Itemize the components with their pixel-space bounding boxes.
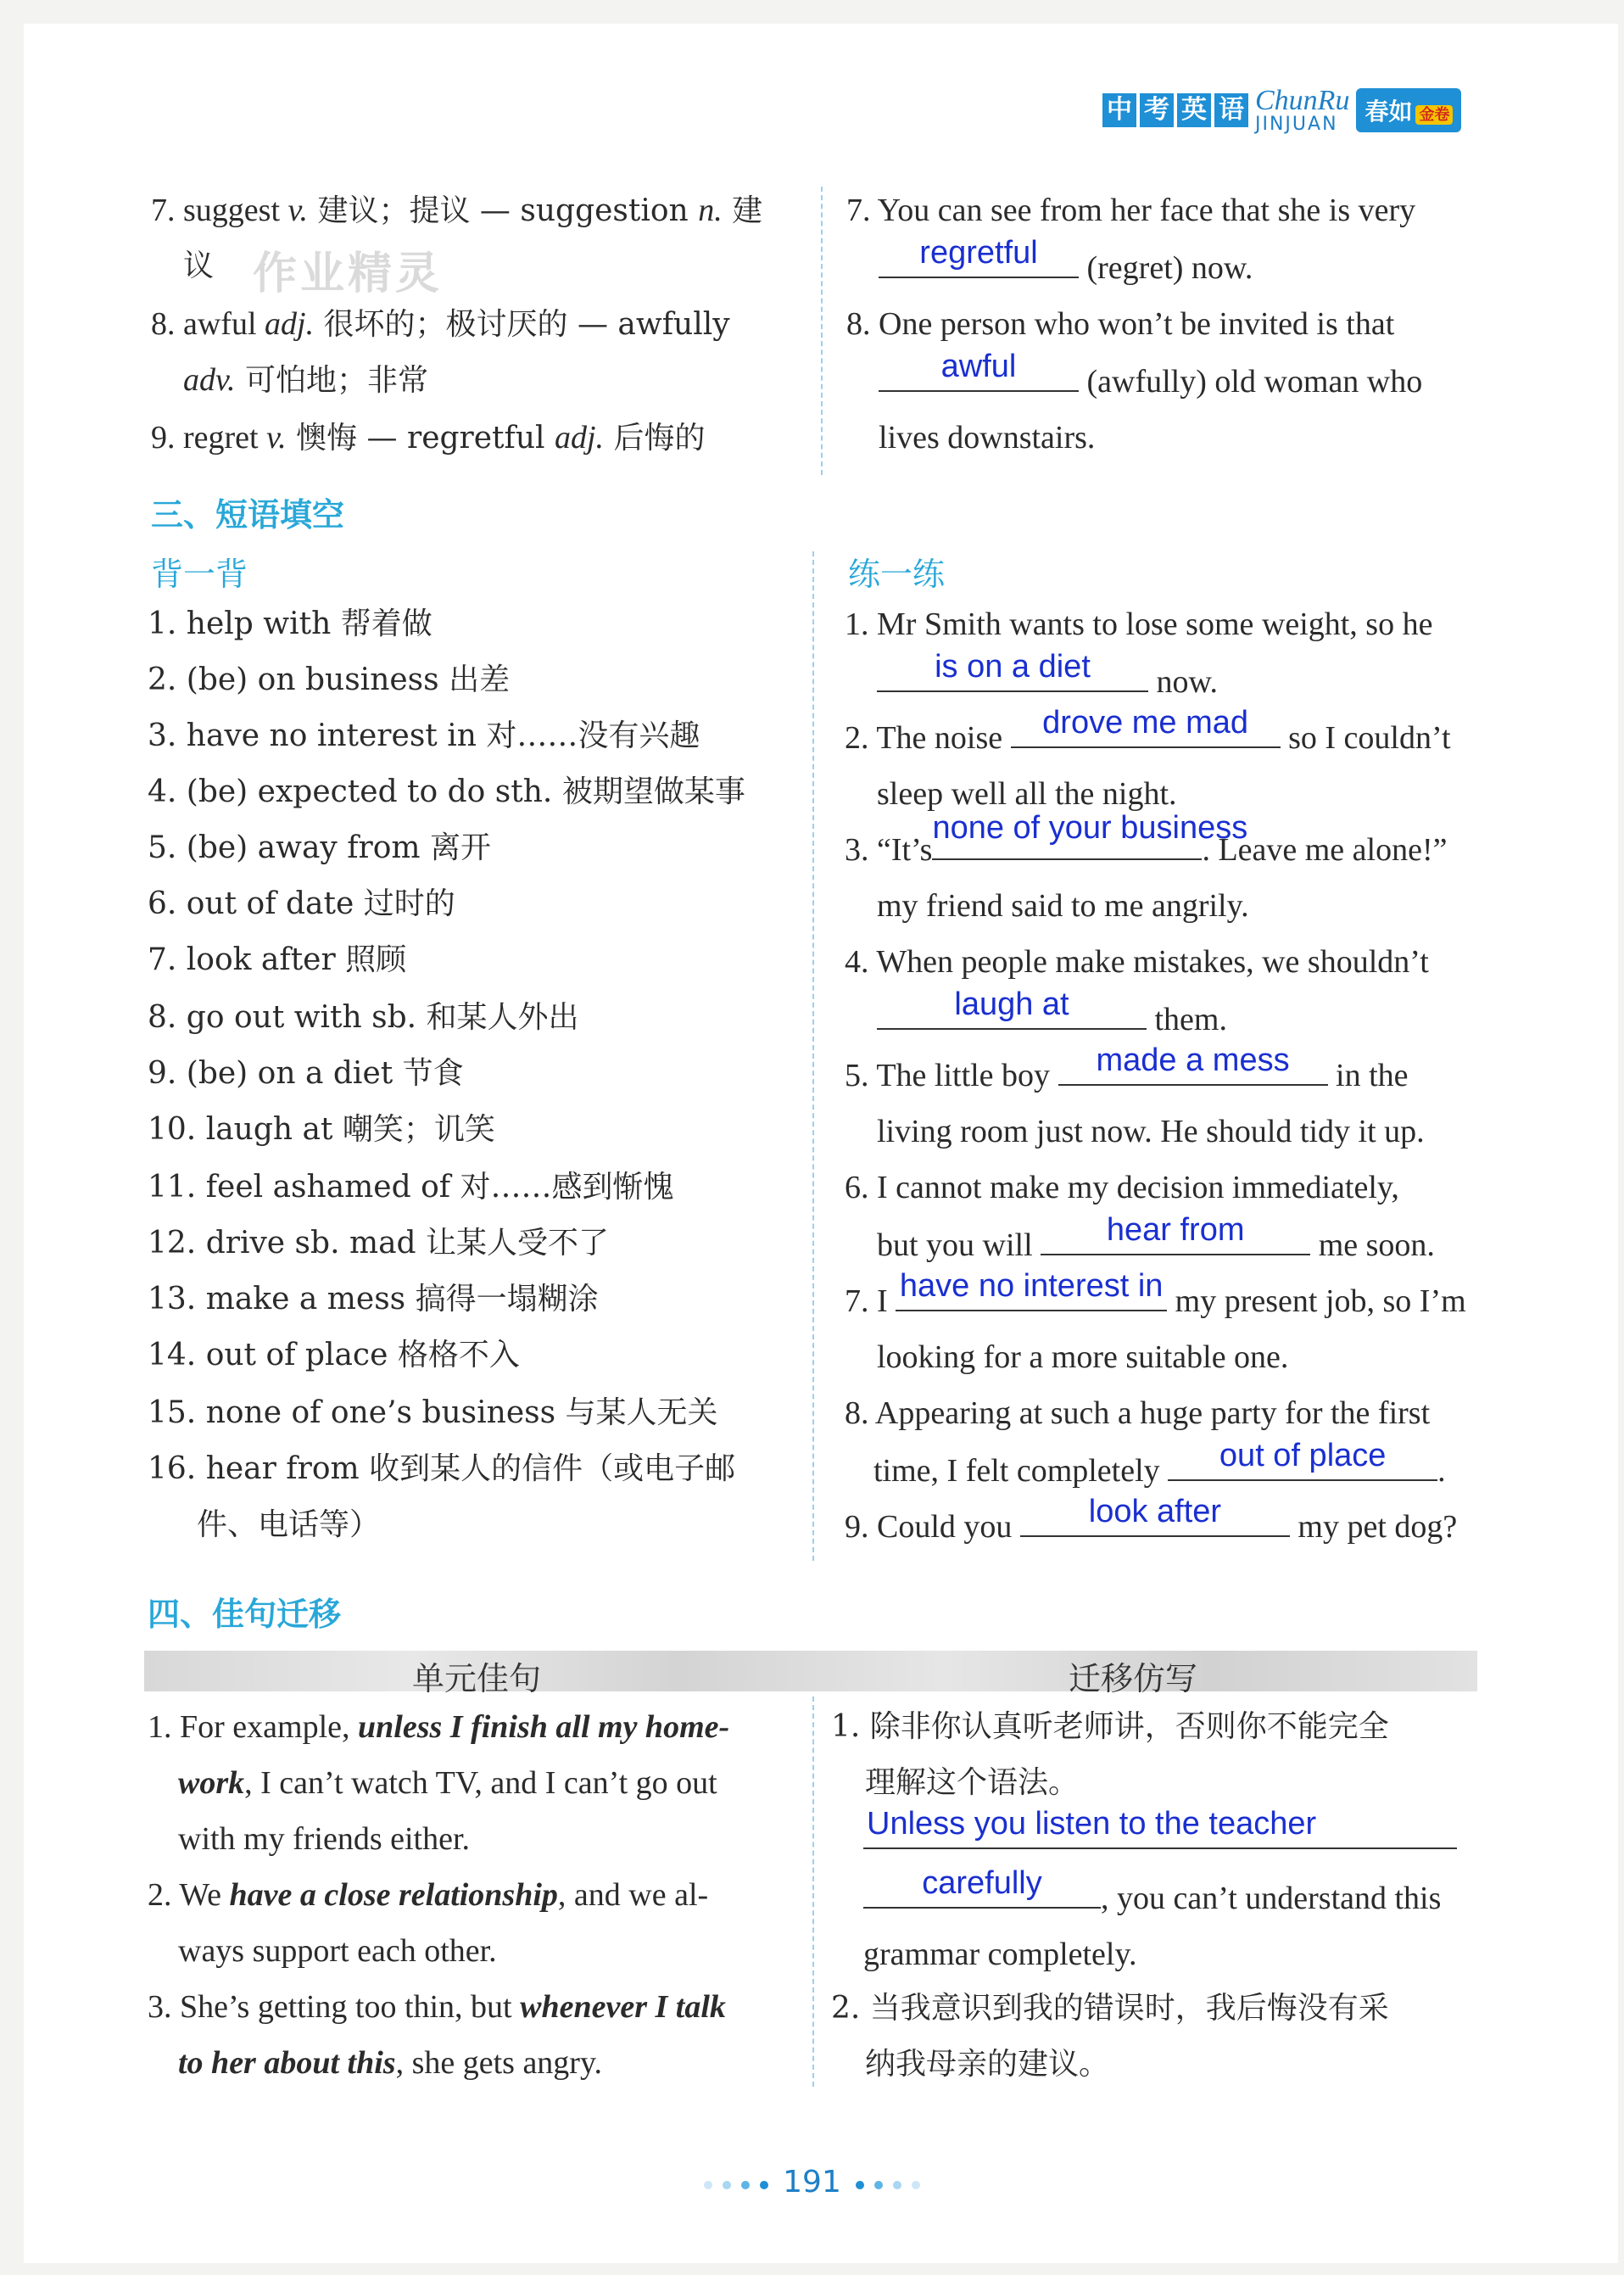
sentence-key-phrase: whenever I talk (520, 1989, 726, 2025)
definition: 后悔的 (604, 421, 706, 456)
answer-blank (1168, 1438, 1437, 1481)
phrase-item: 3. have no interest in 对……没有兴趣 (148, 718, 700, 753)
exercise-4-line2 (877, 987, 1227, 1038)
exercise-awful (846, 307, 1394, 343)
answer-blank (877, 649, 1148, 692)
exercise-text: 9. Could you (845, 1509, 1013, 1545)
item-number: 7. (151, 193, 176, 228)
exercise-text: 8. Appearing at such a huge party for the first (845, 1395, 1431, 1431)
exercise-text: 6. I cannot make my decision immediately, (845, 1170, 1399, 1205)
answer-blank (879, 235, 1079, 278)
page-number (0, 2165, 1624, 2201)
exercise-text: . (1437, 1453, 1446, 1489)
phrase-item: 9. (be) on a diet 节食 (148, 1056, 464, 1091)
exercise-text: . Leave me alone!” (1202, 832, 1448, 868)
answer-blank (863, 1865, 1101, 1909)
word: suggest (183, 193, 288, 228)
sentence-key-phrase: unless I finish all my home- (358, 1709, 730, 1745)
sentence-key-phrase: work (178, 1765, 245, 1801)
translation-1-answer (863, 1806, 1457, 1858)
column-divider-section4 (812, 1696, 814, 2087)
translation-1-line2: 理解这个语法。 (865, 1765, 1080, 1800)
answer-text: look after (1088, 1494, 1222, 1530)
sentence-1-line3 (178, 1822, 470, 1858)
section4-band (144, 1651, 1477, 1697)
phrase-item: 2. (be) on business 出差 (148, 662, 511, 697)
definition-cont: 可怕地；非常 (235, 363, 428, 398)
watermark (253, 238, 443, 301)
part-of-speech: v. (287, 193, 309, 228)
answer-text: none of your business (932, 810, 1248, 847)
sentence-2-line2 (178, 1934, 497, 1970)
section4-title: 四、佳句迁移 (148, 1596, 342, 1633)
exercise-text: 4. When people make mistakes, we shouldn’t (845, 944, 1429, 980)
item-number: 3. (148, 1989, 172, 2025)
word-item-suggest-cont (183, 249, 214, 283)
word: awful (183, 306, 265, 342)
exercise-8 (845, 1396, 1430, 1432)
definition: 建议；提议 — suggestion (308, 193, 699, 228)
item-number: 2. (148, 1877, 172, 1913)
page-number-text: 191 (783, 2165, 841, 2200)
exercise-regretful (846, 193, 1415, 229)
exercise-text: lives downstairs. (879, 420, 1096, 456)
part-of-speech: adv. (183, 362, 236, 398)
exercise-text: 1. Mr Smith wants to lose some weight, so he (845, 606, 1433, 642)
translation-2: 2. 当我意识到我的错误时，我后悔没有采 (831, 1991, 1389, 2026)
answer-text: laugh at (954, 987, 1069, 1023)
exercise-2 (845, 705, 1451, 757)
phrase-item: 16. hear from 收到某人的信件（或电子邮 (148, 1451, 736, 1486)
item-number: 9. (151, 420, 176, 456)
exercise-text: my pet dog? (1298, 1509, 1458, 1545)
answer-blank (932, 810, 1248, 860)
phrase-item: 4. (be) expected to do sth. 被期望做某事 (148, 774, 745, 809)
part-of-speech: n. (698, 193, 723, 228)
exercise-5-line2 (877, 1115, 1425, 1150)
exercise-text: 2. The noise (845, 720, 1003, 756)
answer-text: carefully (922, 1865, 1042, 1902)
sentence-text: , she gets angry. (395, 2045, 602, 2081)
answer-blank (1041, 1212, 1310, 1255)
exercise-text: 3. “It’s (845, 832, 933, 868)
brand-latin (1255, 87, 1349, 134)
exercise-7-line2 (877, 1340, 1288, 1376)
sentence-text: , I can’t watch TV, and I can’t go out (244, 1765, 717, 1801)
column-divider-section3 (812, 551, 814, 1561)
definition-cont: 议 (183, 249, 215, 283)
exercise-6-line2 (877, 1212, 1435, 1264)
exercise-text: me soon. (1318, 1227, 1435, 1263)
phrase-item: 11. feel ashamed of 对……感到惭愧 (148, 1170, 674, 1205)
brand-char: 语 (1214, 93, 1248, 127)
exercise-text: my present job, so I’m (1175, 1283, 1466, 1319)
word-item-regret (151, 421, 706, 456)
brand-latin-top: ChunRu (1255, 85, 1350, 116)
exercise-text: sleep well all the night. (877, 776, 1177, 812)
sentence-1 (148, 1710, 729, 1746)
answer-blank (1020, 1494, 1290, 1537)
sentence-key-phrase: to her about this (178, 2045, 396, 2081)
exercise-text: them. (1154, 1002, 1227, 1037)
exercise-3 (845, 810, 1448, 869)
exercise-regretful-line2 (879, 235, 1253, 287)
exercise-text: looking for a more suitable one. (877, 1339, 1289, 1375)
sentence-key-phrase: have a close relationship (229, 1877, 558, 1913)
exercise-text: but you will (877, 1227, 1033, 1263)
exercise-2-line2 (877, 777, 1177, 813)
answer-text: have no interest in (899, 1268, 1164, 1305)
exercise-text: (awfully) old woman who (1086, 364, 1423, 400)
sentence-1-line2 (178, 1766, 717, 1802)
answer-text: Unless you listen to the teacher (867, 1806, 1317, 1842)
sentence-text: For example, (180, 1709, 359, 1745)
sentence-text: , and we al- (557, 1877, 709, 1913)
exercise-text: 7. You can see from her face that she is very (846, 193, 1416, 228)
answer-blank (877, 987, 1147, 1030)
watermark-text: 作业精灵 (253, 249, 444, 299)
answer-blank (1011, 705, 1281, 748)
brand-latin-bottom: JINJUAN (1255, 114, 1338, 135)
phrase-item: 6. out of date 过时的 (148, 886, 455, 921)
exercise-text: 8. One person who won’t be invited is that (846, 306, 1395, 342)
phrase-item: 10. laugh at 嘲笑；讥笑 (148, 1112, 495, 1147)
answer-text: is on a diet (935, 649, 1091, 685)
answer-blank (863, 1806, 1457, 1849)
answer-text: out of place (1219, 1438, 1387, 1474)
answer-blank (896, 1268, 1167, 1311)
translation-2-line2: 纳我母亲的建议。 (865, 2047, 1110, 2082)
exercise-text: 7. I (845, 1283, 888, 1319)
brand-logo (1102, 83, 1461, 137)
section3-right-subtitle: 练一练 (848, 556, 946, 593)
exercise-awful-line3 (879, 421, 1095, 456)
definition: 很坏的；极讨厌的 — awfully (314, 307, 730, 342)
word-item-awful-cont (183, 363, 428, 399)
sentence-text: We (179, 1877, 230, 1913)
exercise-6 (845, 1171, 1399, 1206)
band-left-label: 单元佳句 (412, 1660, 542, 1697)
brand-stamp-text: 春如 (1364, 98, 1413, 126)
brand-stamp (1356, 88, 1461, 132)
answer-blank (1058, 1042, 1328, 1086)
exercise-3-line2 (877, 889, 1249, 925)
sentence-text: She’s getting too thin, but (180, 1989, 521, 2025)
phrase-item-cont: 件、电话等） (197, 1507, 381, 1542)
definition: 建 (722, 193, 763, 228)
band-right-label: 迁移仿写 (1069, 1660, 1198, 1697)
brand-char: 英 (1177, 93, 1211, 127)
exercise-text: my friend said to me angrily. (877, 888, 1249, 924)
sentence-3-line2 (178, 2046, 602, 2082)
phrase-item: 14. out of place 格格不入 (148, 1338, 520, 1372)
sentence-text: , you can’t understand this (1101, 1881, 1442, 1916)
exercise-5 (845, 1042, 1409, 1094)
exercise-4 (845, 945, 1429, 981)
exercise-8-line2 (873, 1438, 1446, 1490)
sentence-text: ways support each other. (178, 1933, 497, 1969)
sentence-2 (148, 1878, 708, 1914)
answer-text: hear from (1106, 1212, 1245, 1249)
phrase-item: 1. help with 帮着做 (148, 606, 433, 641)
brand-chinese (1102, 93, 1248, 127)
phrase-item: 13. make a mess 搞得一塌糊涂 (148, 1282, 599, 1316)
exercise-text: time, I felt completely (873, 1453, 1160, 1489)
section3-left-subtitle: 背一背 (151, 556, 248, 593)
brand-char: 考 (1140, 93, 1174, 127)
column-divider-top (821, 187, 823, 475)
exercise-1-line2 (877, 649, 1218, 701)
exercise-awful-line2 (879, 349, 1423, 400)
brand-char: 中 (1102, 93, 1136, 127)
sentence-text: grammar completely. (863, 1937, 1137, 1972)
exercise-text: (regret) now. (1086, 250, 1253, 286)
exercise-text: in the (1336, 1058, 1409, 1093)
exercise-text: 5. The little boy (845, 1058, 1051, 1093)
answer-text: regretful (919, 235, 1038, 271)
item-number: 1. (148, 1709, 172, 1745)
page-dots-right (851, 2166, 925, 2201)
answer-text: made a mess (1096, 1042, 1290, 1079)
item-number: 8. (151, 306, 176, 342)
translation-1-line4 (863, 1937, 1137, 1973)
exercise-text: now. (1156, 664, 1218, 700)
brand-stamp-small: 金卷 (1415, 105, 1453, 125)
section3-title: 三、短语填空 (151, 496, 345, 534)
sentence-3 (148, 1990, 726, 2026)
answer-text: awful (940, 349, 1017, 385)
word: regret (183, 420, 267, 456)
phrase-item: 15. none of one’s business 与某人无关 (148, 1395, 718, 1430)
translation-1-answer2 (863, 1865, 1442, 1917)
exercise-text: living room just now. He should tidy it up. (877, 1114, 1425, 1149)
answer-text: drove me mad (1042, 705, 1249, 741)
answer-blank (879, 349, 1079, 392)
page-dots-left (699, 2166, 773, 2201)
sentence-text: with my friends either. (178, 1821, 471, 1857)
definition: 懊悔 — regretful (286, 421, 555, 456)
exercise-9 (845, 1494, 1458, 1546)
word-item-awful (151, 307, 730, 343)
exercise-7 (845, 1268, 1466, 1320)
part-of-speech: adj. (265, 306, 315, 342)
part-of-speech: adj. (555, 420, 605, 456)
exercise-1 (845, 607, 1432, 643)
word-item-suggest (151, 193, 762, 229)
phrase-item: 7. look after 照顾 (148, 942, 407, 977)
phrase-item: 5. (be) away from 离开 (148, 830, 491, 865)
part-of-speech: v. (266, 420, 287, 456)
phrase-item: 8. go out with sb. 和某人外出 (148, 1000, 579, 1035)
exercise-text: so I couldn’t (1288, 720, 1451, 756)
translation-1: 1. 除非你认真听老师讲，否则你不能完全 (831, 1709, 1389, 1744)
phrase-item: 12. drive sb. mad 让某人受不了 (148, 1226, 610, 1260)
